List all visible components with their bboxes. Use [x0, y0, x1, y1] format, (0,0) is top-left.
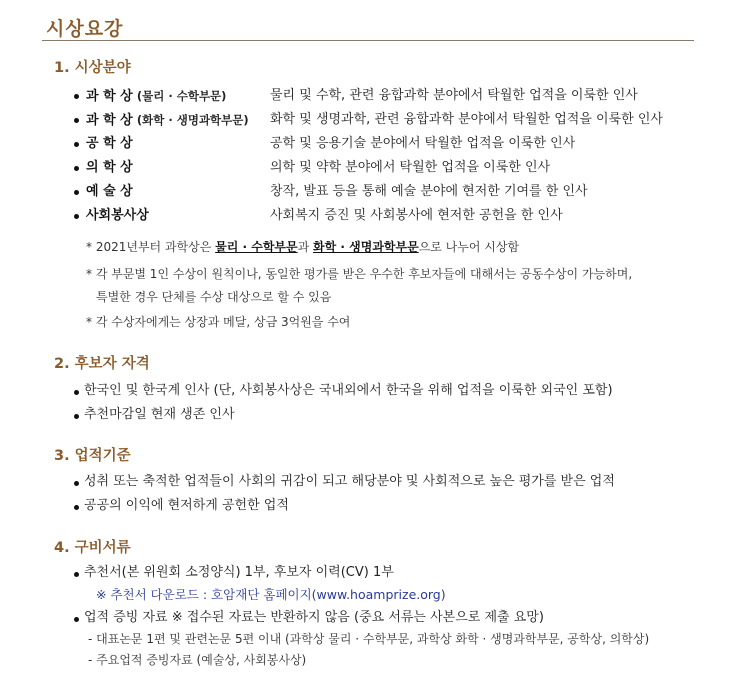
bullet-icon	[74, 166, 79, 171]
bullet-icon	[74, 390, 79, 395]
list-item: 성취 또는 축적한 업적들이 사회의 귀감이 되고 해당분야 및 사회적으로 높은 평가를 받은 업적	[84, 474, 615, 489]
bullet-icon	[74, 414, 79, 419]
section-heading-eligibility: 2. 후보자 자격	[54, 356, 150, 372]
note-prize-money: * 각 수상자에게는 상장과 메달, 상금 3억원을 수여	[86, 315, 351, 329]
bullet-icon	[74, 617, 79, 622]
field-description: 공학 및 응용기술 분야에서 탁월한 업적을 이룩한 인사	[270, 136, 576, 151]
section-heading-fields: 1. 시상분야	[54, 60, 131, 76]
page-title: 시상요강	[46, 18, 124, 40]
download-link[interactable]: ※ 추천서 다운로드 : 호암재단 홈페이지(www.hoamprize.org)	[96, 587, 446, 602]
field-description: 사회복지 증진 및 사회봉사에 현저한 공헌을 한 인사	[270, 208, 563, 223]
field-label: 과 학 상 (물리 · 수학부문)	[86, 89, 227, 104]
bullet-icon	[74, 572, 79, 577]
field-label: 의 학 상	[86, 160, 133, 175]
list-item: 추천마감일 현재 생존 인사	[84, 407, 235, 422]
section-heading-documents: 4. 구비서류	[54, 540, 131, 556]
list-item: 공공의 이익에 현저하게 공헌한 업적	[84, 498, 289, 513]
bullet-icon	[74, 118, 79, 123]
section-heading-criteria: 3. 업적기준	[54, 448, 131, 464]
field-label: 과 학 상 (화학 · 생명과학부문)	[86, 113, 249, 128]
field-description: 물리 및 수학, 관련 융합과학 분야에서 탁월한 업적을 이룩한 인사	[270, 88, 638, 103]
field-description: 화학 및 생명과학, 관련 융합과학 분야에서 탁월한 업적을 이룩한 인사	[270, 112, 663, 127]
bullet-icon	[74, 214, 79, 219]
sub-item: - 대표논문 1편 및 관련논문 5편 이내 (과학상 물리 · 수학부문, 과학상 화학 · 생명과학부문, 공학상, 의학상)	[88, 632, 650, 646]
field-label: 예 술 상	[86, 184, 133, 199]
title-divider	[42, 40, 694, 41]
note-joint-award: * 각 부문별 1인 수상이 원칙이나, 동일한 평가를 받은 우수한 후보자들에 대해서는 공동수상이 가능하며,	[86, 267, 633, 281]
list-item: 업적 증빙 자료 ※ 접수된 자료는 반환하지 않음 (중요 서류는 사본으로 제출 요망)	[84, 610, 544, 625]
sub-item: - 주요업적 증빙자료 (예술상, 사회봉사상)	[88, 653, 307, 667]
field-description: 의학 및 약학 분야에서 탁월한 업적을 이룩한 인사	[270, 160, 551, 175]
field-description: 창작, 발표 등을 통해 예술 분야에 현저한 기여를 한 인사	[270, 184, 588, 199]
bullet-icon	[74, 142, 79, 147]
list-item: 추천서(본 위원회 소정양식) 1부, 후보자 이력(CV) 1부	[84, 565, 394, 580]
list-item: 한국인 및 한국계 인사 (단, 사회봉사상은 국내외에서 한국을 위해 업적을 이룩한 외국인 포함)	[84, 383, 613, 398]
note-science-split: * 2021년부터 과학상은 물리 · 수학부문과 화학 · 생명과학부문으로 나누어 시상함	[86, 240, 520, 254]
field-label: 공 학 상	[86, 136, 133, 151]
bullet-icon	[74, 481, 79, 486]
field-label: 사회봉사상	[86, 208, 149, 223]
note-joint-award-cont: 특별한 경우 단체를 수상 대상으로 할 수 있음	[96, 290, 332, 304]
bullet-icon	[74, 190, 79, 195]
bullet-icon	[74, 505, 79, 510]
bullet-icon	[74, 94, 79, 99]
